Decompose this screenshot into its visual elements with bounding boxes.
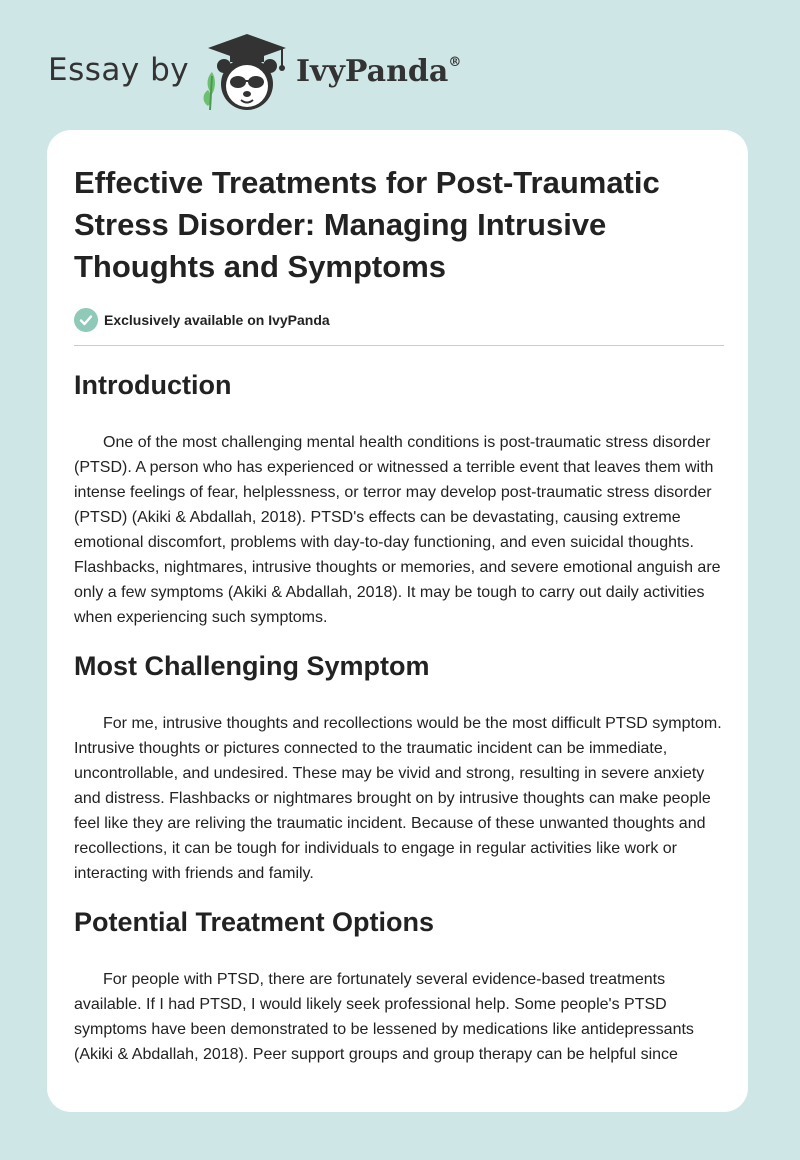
section-heading-challenging-symptom: Most Challenging Symptom: [74, 651, 430, 681]
essay-card: [47, 130, 748, 1112]
brand-name[interactable]: [296, 54, 461, 89]
section-text-introduction: One of the most challenging mental health conditions is post-traumatic stress disorder (PTSD). A person who has experienced or witnessed a terrible event that leaves them with intense feelings of fear, helplessness, or terror may develop post-traumatic stress disorder (PTSD) (Akiki & Abdallah, 2018). PTSD's effects can be devastating, causing extreme emotional discomfort, problems with day-to-day functioning, and even suicidal thoughts. Flashbacks, nightmares, intrusive thoughts or memories, and severe emotional anguish are only a few symptoms (Akiki & Abdallah, 2018). It may be tough to carry out daily activities when experiencing such symptoms.: [74, 434, 721, 626]
section-heading-introduction: Introduction: [74, 370, 232, 400]
section-text-treatment-options: For people with PTSD, there are fortunately several evidence-based treatments available. If I had PTSD, I would likely seek professional help. Some people's PTSD symptoms have been demonstrated to be lessened by medications like antidepressants (Akiki & Abdallah, 2018). Peer support groups and group therapy can be helpful since: [74, 971, 694, 1063]
trademark-symbol: ®: [448, 55, 462, 70]
panda-logo-icon[interactable]: [200, 32, 294, 112]
essay-content: [74, 162, 724, 1067]
brand-prefix: Essay by: [48, 52, 190, 88]
badge-label: Exclusively available on IvyPanda: [104, 312, 330, 328]
page-title: Effective Treatments for Post-Traumatic Stress Disorder: Managing Intrusive Thoughts and Symptoms: [74, 165, 660, 284]
section-text-challenging-symptom: For me, intrusive thoughts and recollections would be the most difficult PTSD symptom. Intrusive thoughts or pictures connected to the traumatic incident can be immediate, uncontrollable, and undesired. These may be vivid and strong, resulting in severe anxiety and distress. Flashbacks or nightmares brought on by intrusive thoughts can make people feel like they are reliving the traumatic incident. Because of these unwanted thoughts and recollections, it can be tough for individuals to engage in regular activities like work or interacting with friends and family.: [74, 715, 722, 882]
brand-name-text[interactable]: IvyPanda: [296, 54, 449, 89]
exclusive-badge: [74, 308, 724, 332]
checkmark-icon: [74, 308, 98, 332]
section-heading-treatment-options: Potential Treatment Options: [74, 907, 435, 937]
site-header: [0, 0, 800, 130]
divider: [74, 345, 724, 346]
